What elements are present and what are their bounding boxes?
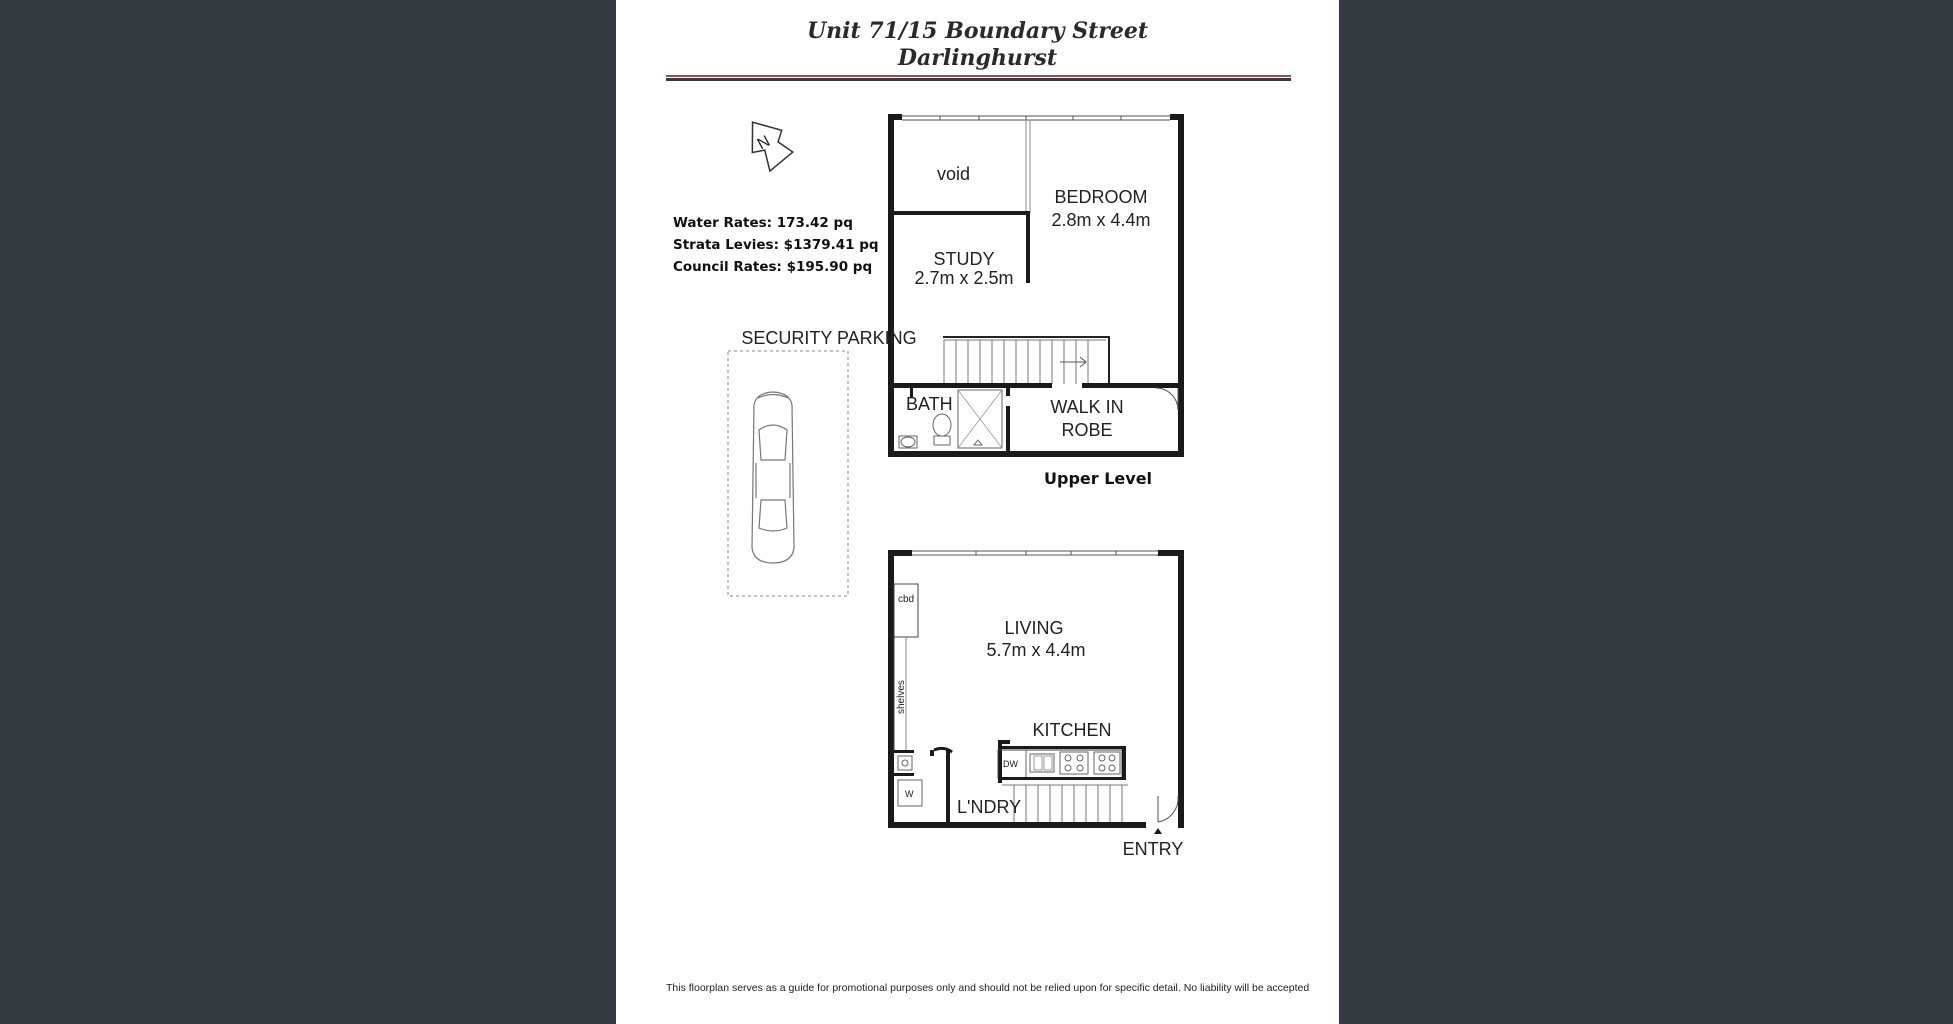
bedroom-label: BEDROOM [1054, 187, 1148, 207]
walk-in-robe-label-2: ROBE [1061, 420, 1113, 440]
upper-wall-right [1178, 115, 1184, 457]
water-rates: Water Rates: 173.42 pq [673, 215, 853, 231]
floor-plan-drawing [616, 0, 1339, 1024]
page-title: Unit 71/15 Boundary Street [806, 18, 1148, 44]
kitchen-label: KITCHEN [1032, 720, 1112, 740]
living-label: LIVING [1004, 618, 1064, 638]
living-size: 5.7m x 4.4m [986, 640, 1086, 660]
lower-wall-right [1178, 550, 1184, 828]
walk-in-robe-label-1: WALK IN [1050, 397, 1124, 417]
lower-wall-left [888, 550, 894, 828]
disclaimer: This floorplan serves as a guide for promotional purposes only and should not be relied upon for specific detail. No liability will be accepted [666, 982, 1310, 994]
laundry-label: L'NDRY [957, 797, 1022, 817]
security-parking-label: SECURITY PARKING [741, 328, 917, 348]
lower-level-plan [888, 550, 1184, 859]
entry-label: ENTRY [1122, 839, 1184, 859]
floorplan-sheet [616, 0, 1339, 1024]
strata-levies: Strata Levies: $1379.41 pq [673, 237, 879, 253]
upper-wall-left [888, 115, 894, 457]
bedroom-size: 2.8m x 4.4m [1051, 210, 1151, 230]
dishwasher-label: DW [1003, 759, 1018, 769]
bath-label: BATH [906, 394, 953, 414]
study-size: 2.7m x 2.5m [914, 268, 1014, 288]
page-subtitle: Darlinghurst [897, 45, 1058, 71]
upper-wall-bottom [888, 451, 1184, 457]
cbd-label: cbd [898, 594, 915, 605]
upper-level-plan [888, 114, 1184, 457]
north-label: N [754, 132, 774, 154]
car-icon [752, 392, 794, 563]
washer-label: W [905, 789, 914, 799]
shelves-label: shelves [896, 680, 907, 714]
upper-level-caption: Upper Level [1044, 469, 1153, 488]
study-label: STUDY [933, 249, 995, 269]
council-rates: Council Rates: $195.90 pq [673, 259, 873, 275]
void-label: void [937, 164, 971, 184]
